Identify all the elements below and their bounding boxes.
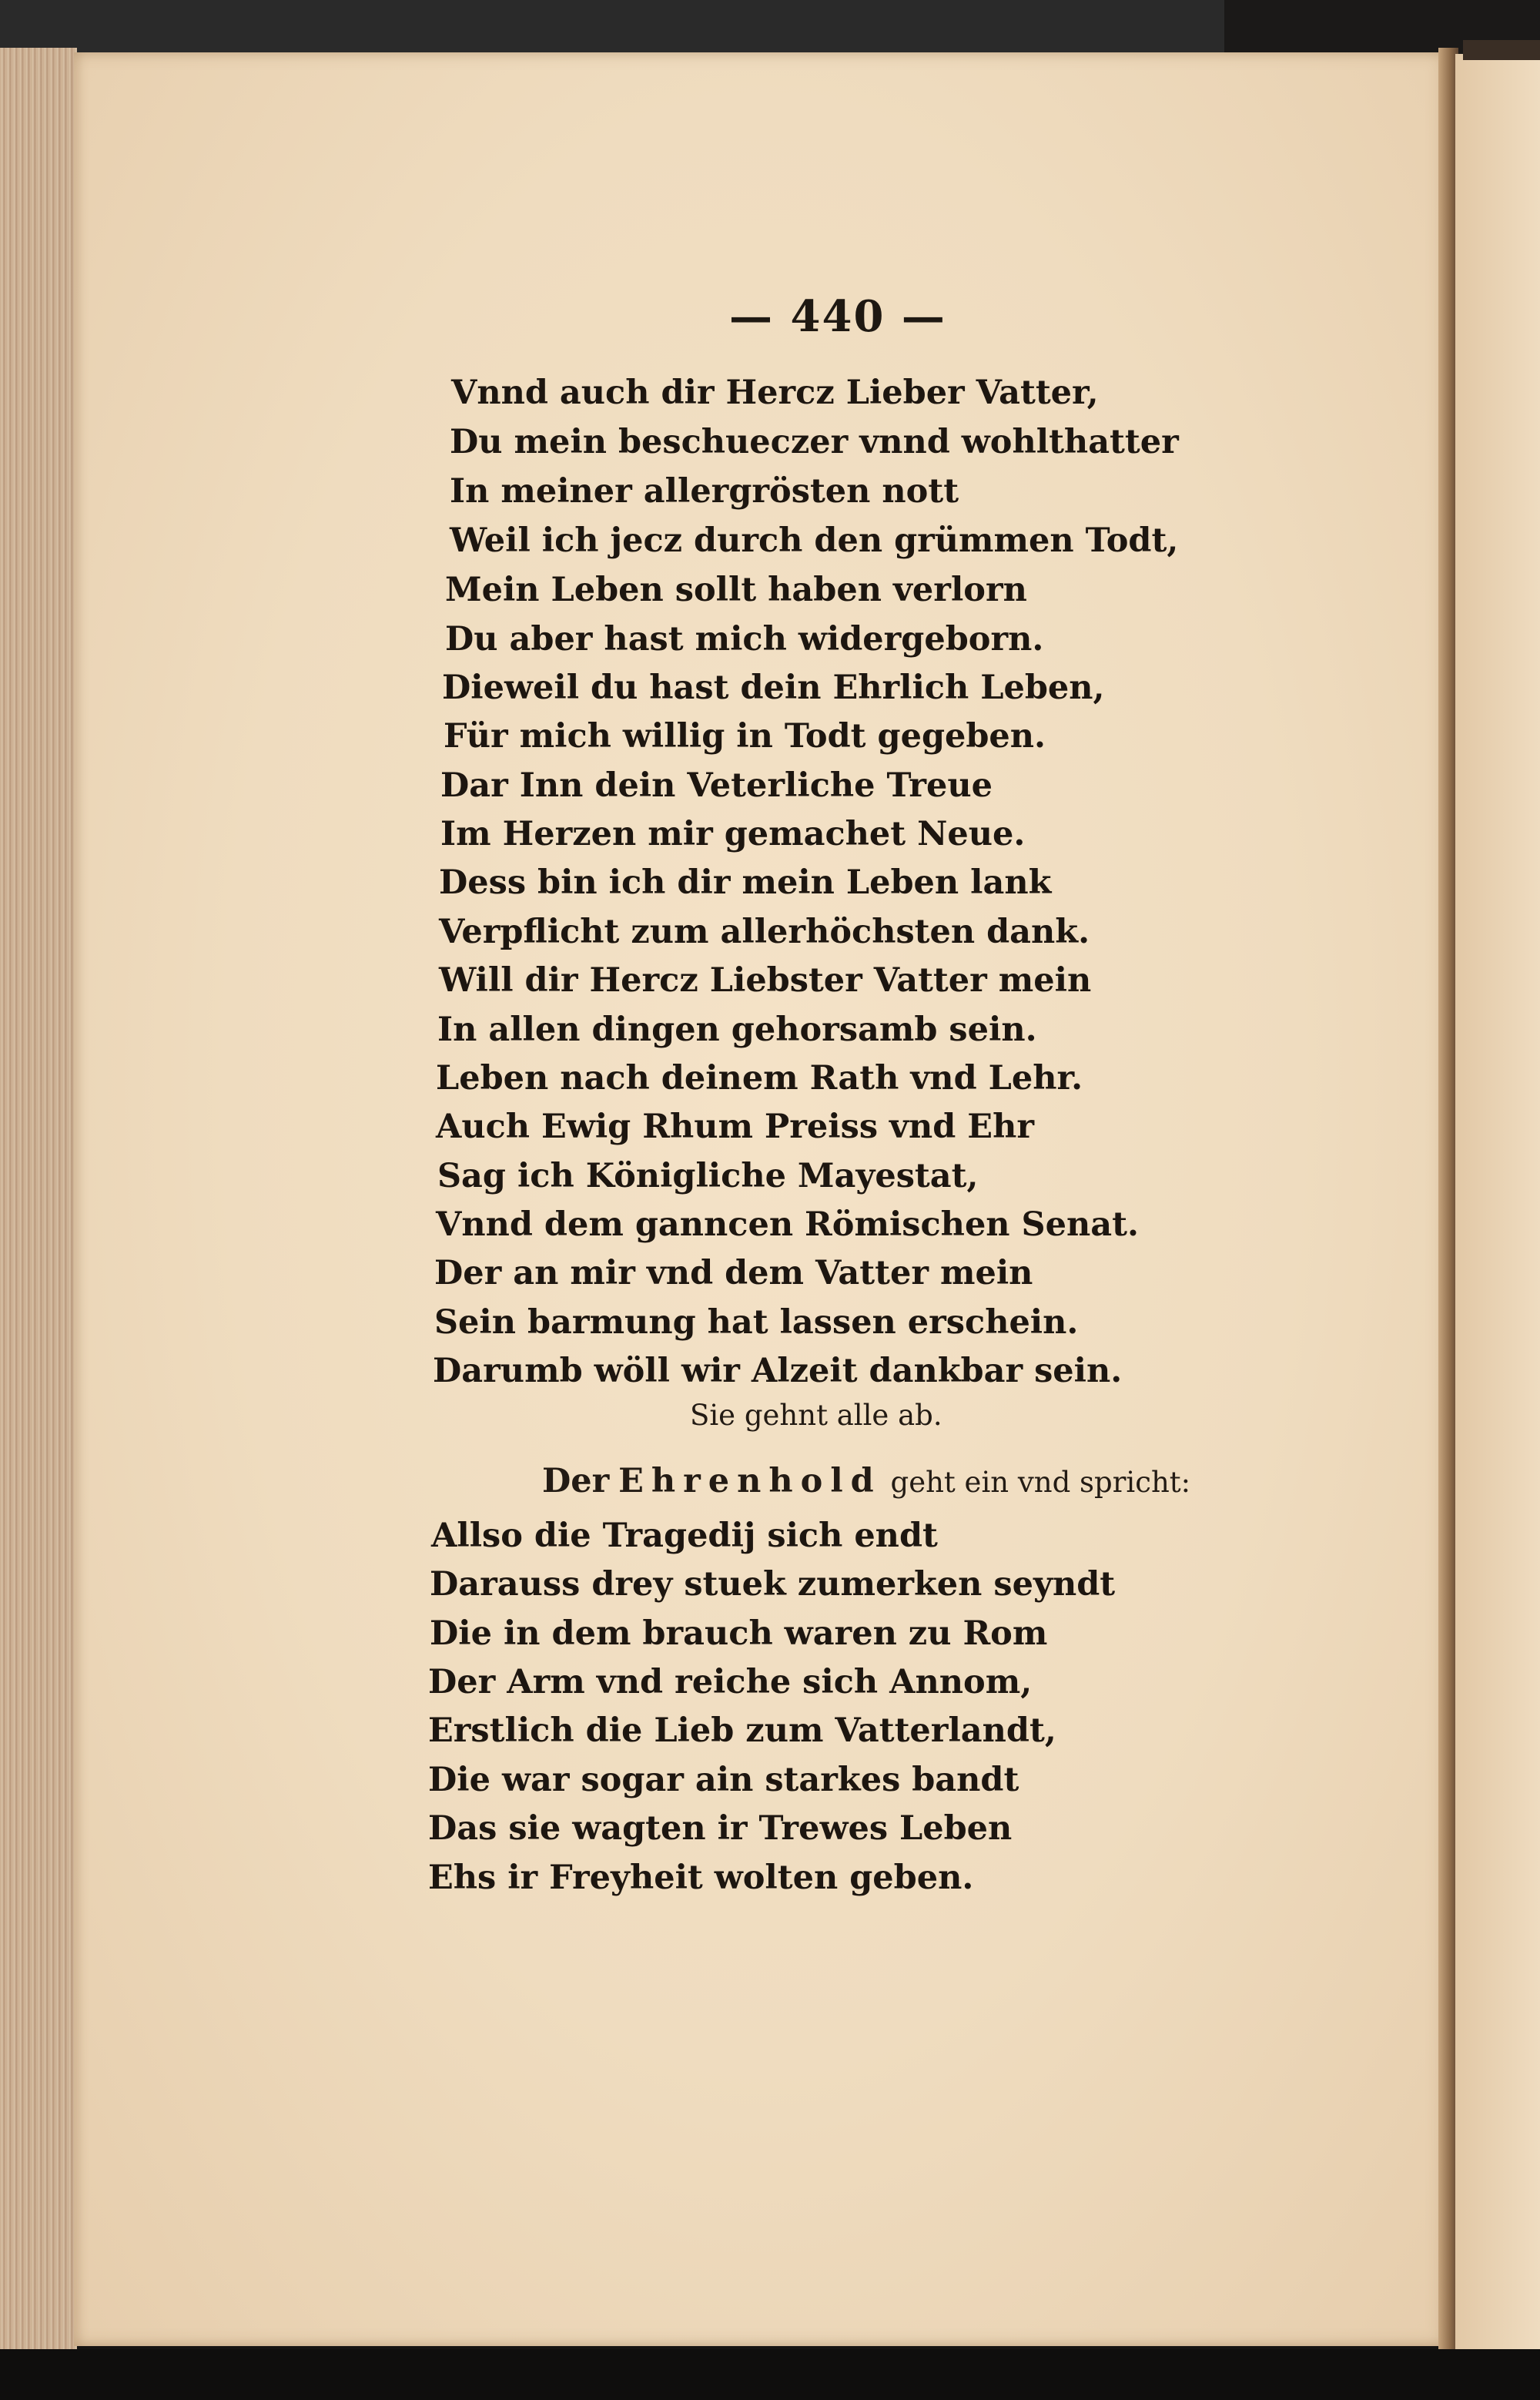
verse-line: Das sie wagten ir Trewes Leben [428, 1809, 1013, 1848]
speaker-name: Ehrenhold [618, 1462, 882, 1500]
verse-line: Darumb wöll wir Alzeit dankbar sein. [433, 1352, 1123, 1390]
verse-line: Sag ich Königliche Mayestat, [437, 1157, 979, 1195]
verse-line: Der Arm vnd reiche sich Annom, [428, 1663, 1033, 1701]
verse-line: Dieweil du hast dein Ehrlich Leben, [442, 669, 1105, 707]
verse-line: Vnnd auch dir Hercz Lieber Vatter, [451, 374, 1099, 412]
speaker-prefix: Der [542, 1462, 610, 1500]
verse-line: Die war sogar ain starkes bandt [428, 1761, 1019, 1799]
verse-line: Verpflicht zum allerhöchsten dank. [439, 913, 1090, 951]
verse-line: Erstlich die Lieb zum Vatterlandt, [428, 1711, 1056, 1750]
verse-line: Darauss drey stuek zumerken seyndt [430, 1565, 1116, 1604]
verse-line: Auch Ewig Rhum Preiss vnd Ehr [436, 1108, 1034, 1146]
verse-line: Mein Leben sollt haben verlorn [445, 571, 1027, 609]
verse-line: Will dir Hercz Liebster Vatter mein [439, 961, 1092, 1000]
verse-line: Dar Inn dein Veterliche Treue [440, 766, 993, 805]
verse-line: Sein barmung hat lassen erschein. [434, 1303, 1079, 1342]
stage-direction: Sie gehnt alle ab. [690, 1399, 942, 1432]
verse-line: Die in dem brauch waren zu Rom [430, 1614, 1048, 1653]
speaker-heading [542, 1462, 1190, 1500]
verse-line: Vnnd dem ganncen Römischen Senat. [436, 1205, 1139, 1244]
verse-line: In allen dingen gehorsamb sein. [437, 1011, 1037, 1049]
verse-line: Dess bin ich dir mein Leben lank [439, 863, 1052, 902]
verse-line: Für mich willig in Todt gegeben. [444, 717, 1046, 756]
verse-line: Du aber hast mich widergeborn. [445, 620, 1044, 659]
verse-line: Im Herzen mir gemachet Neue. [440, 815, 1026, 853]
page-number: — 440 — [729, 291, 946, 342]
verse-line: Allso die Tragedij sich endt [431, 1517, 938, 1555]
verse-line: Ehs ir Freyheit wolten geben. [428, 1859, 974, 1897]
verse-line: In meiner allergrösten nott [450, 472, 959, 511]
verse-line: Der an mir vnd dem Vatter mein [434, 1254, 1033, 1292]
verse-line: Weil ich jecz durch den grümmen Todt, [450, 521, 1179, 560]
speaker-verb: geht ein vnd spricht: [890, 1466, 1191, 1499]
verse-line: Du mein beschueczer vnnd wohlthatter [450, 423, 1179, 461]
verse-line: Leben nach deinem Rath vnd Lehr. [436, 1059, 1083, 1098]
